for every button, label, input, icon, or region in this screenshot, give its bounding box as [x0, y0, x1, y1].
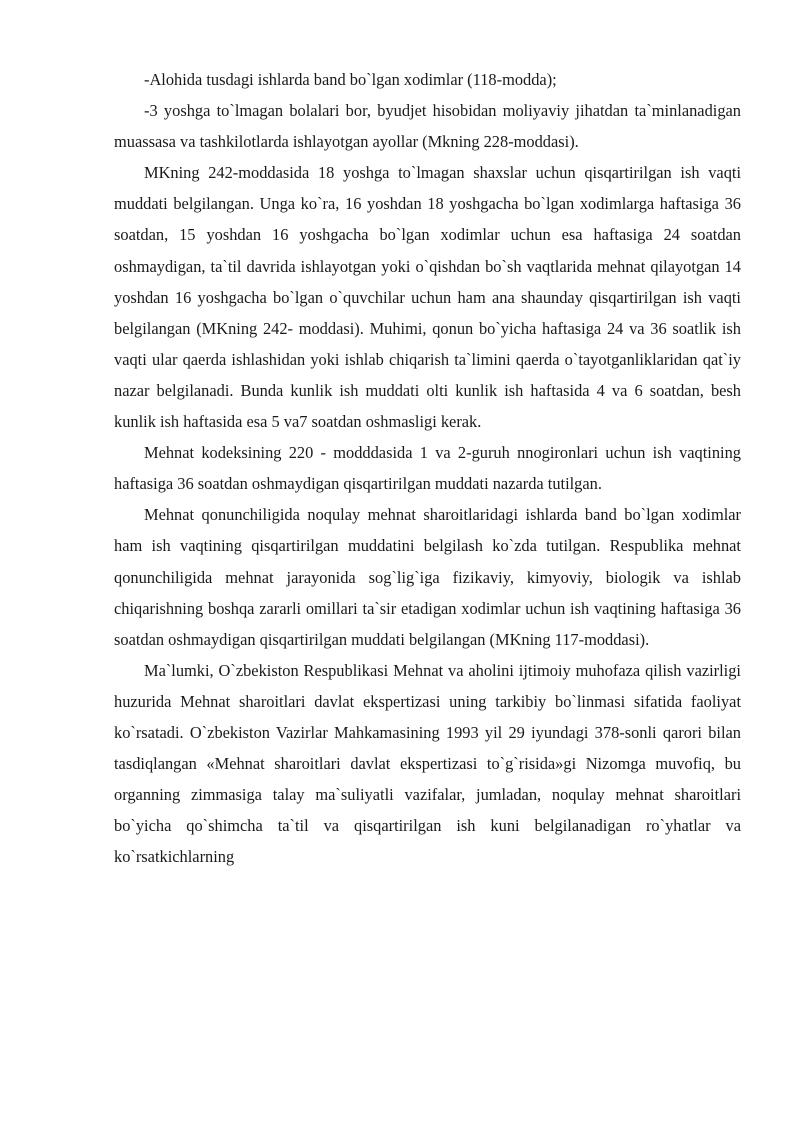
- paragraph-2: -3 yoshga to`lmagan bolalari bor, byudjet hisobidan moliyaviy jihatdan ta`minlanadigan muassasa va tashkilotlarda ishlayotgan ayollar (Mkning 228-moddasi).: [114, 101, 741, 152]
- document-page: [114, 64, 741, 872]
- paragraph-4: Mehnat kodeksining 220 - modddasida 1 va 2-guruh nnogironlari uchun ish vaqtining haftasiga 36 soatdan oshmaydigan qisqartirilgan muddati nazarda tutilgan.: [114, 443, 741, 494]
- paragraph-6: Ma`lumki, O`zbekiston Respublikasi Mehnat va aholini ijtimoiy muhofaza qilish vazirligi huzurida Mehnat sharoitlari davlat ekspertizasi uning tarkibiy bo`linmasi sifatida faoliyat ko`rsatadi. O`zbekiston Vazirlar Mahkamasining 1993 yil 29 iyundagi 378-sonli qarori bilan tasdiqlangan «Mehnat sharoitlari davlat ekspertizasi to`g`risida»gi Nizomga muvofiq, bu organning zimmasiga talay ma`suliyatli vazifalar, jumladan, noqulay mehnat sharoitlari bo`yicha qo`shimcha ta`til va qisqartirilgan ish kuni belgilanadigan ro`yhatlar va ko`rsatkichlarning: [114, 660, 741, 867]
- paragraph-1: -Alohida tusdagi ishlarda band bo`lgan xodimlar (118-modda);: [144, 70, 557, 89]
- paragraph-3: MKning 242-moddasida 18 yoshga to`lmagan shaxslar uchun qisqartirilgan ish vaqti muddati belgilangan. Unga ko`ra, 16 yoshdan 18 yoshgacha bo`lgan xodimlarga haftasiga 36 soatdan, 15 yoshdan 16 yoshgacha bo`lgan xodimlar uchun esa haftasiga 24 soatdan oshmaydigan, ta`til davrida ishlayotgan yoki o`qishdan bo`sh vaqtlarida mehnat qilayotgan 14 yoshdan 16 yoshgacha bo`lgan o`quvchilar uchun ham ana shaunday qisqartirilgan ish vaqti belgilangan (MKning 242- moddasi). Muhimi, qonun bo`yicha haftasiga 24 va 36 soatlik ish vaqti ular qaerda ishlashidan yoki ishlab chiqarish ta`limini qaerda o`tayotganliklaridan qat`iy nazar belgilanadi. Bunda kunlik ish muddati olti kunlik ish haftasida 4 va 6 soatdan, besh kunlik ish haftasida esa 5 va7 soatdan oshmasligi kerak.: [114, 163, 741, 432]
- paragraph-5: Mehnat qonunchiligida noqulay mehnat sharoitlaridagi ishlarda band bo`lgan xodimlar ham ish vaqtining qisqartirilgan muddatini belgilash ko`zda tutilgan. Respublika mehnat qonunchiligida mehnat jarayonida sog`lig`iga fizikaviy, kimyoviy, biologik va ishlab chiqarishning boshqa zararli omillari ta`sir etadigan xodimlar uchun ish vaqtining haftasiga 36 soatdan oshmaydigan qisqartirilgan muddati belgilangan (MKning 117-moddasi).: [114, 505, 741, 649]
